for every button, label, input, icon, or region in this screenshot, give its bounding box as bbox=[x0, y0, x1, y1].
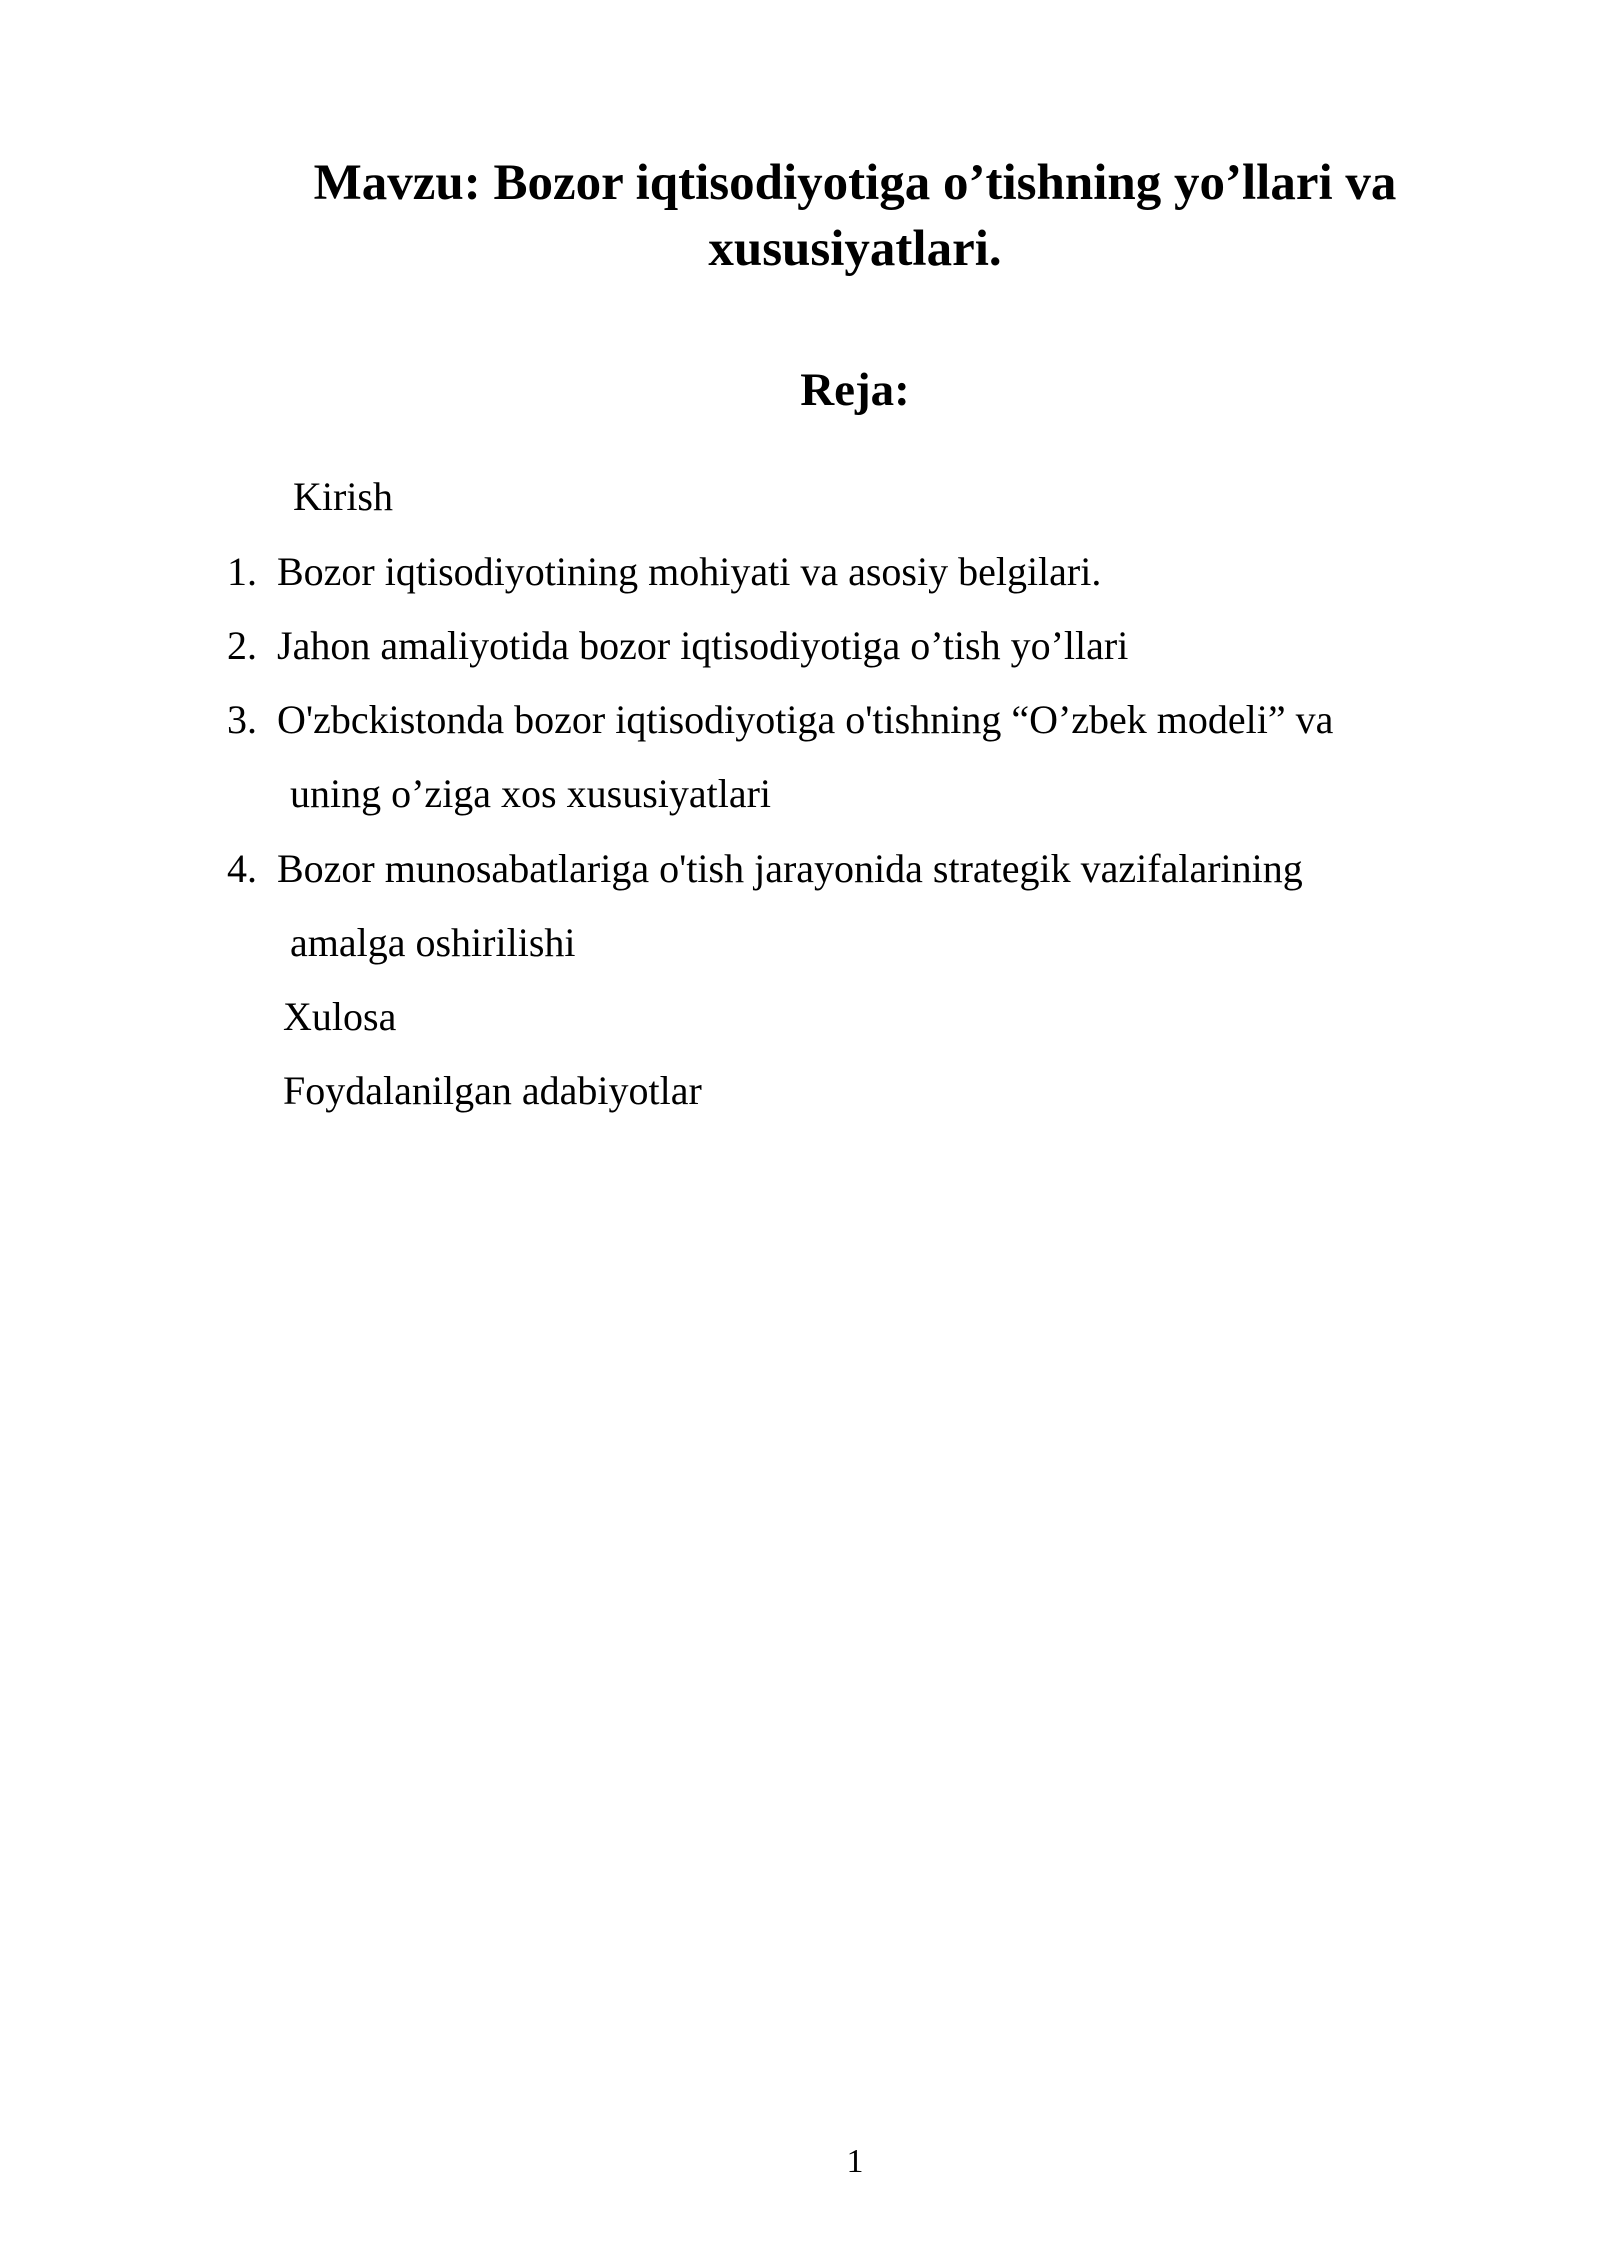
plan-item-text: O'zbckistonda bozor iqtisodiyotiga o'tishning “O’zbek modeli” va bbox=[277, 697, 1334, 742]
plan-item-text: Bozor munosabatlariga o'tish jarayonida strategik vazifalarining bbox=[277, 846, 1303, 891]
plan-item-number: 2. bbox=[227, 623, 257, 668]
plan-item-text: Bozor iqtisodiyotining mohiyati va asosiy belgilari. bbox=[277, 549, 1102, 594]
title-line-2: xususiyatlari. bbox=[708, 221, 1002, 277]
plan-heading: Reja: bbox=[800, 364, 910, 416]
plan-item-conclusion: Xulosa bbox=[283, 994, 397, 1039]
title-line-1: Mavzu: Bozor iqtisodiyotiga o’tishning yo’llari va bbox=[313, 155, 1397, 211]
plan-item-number: 4. bbox=[227, 846, 257, 891]
plan-item-intro: Kirish bbox=[293, 474, 393, 519]
plan-item-continuation: amalga oshirilishi bbox=[290, 920, 576, 965]
plan-item-number: 3. bbox=[227, 697, 257, 742]
plan-item-continuation: uning o’ziga xos xususiyatlari bbox=[290, 771, 772, 816]
page-number: 1 bbox=[846, 2143, 864, 2180]
plan-item-references: Foydalanilgan adabiyotlar bbox=[283, 1068, 702, 1113]
plan-item-text: Jahon amaliyotida bozor iqtisodiyotiga o’tish yo’llari bbox=[277, 623, 1129, 668]
document-title bbox=[200, 150, 1510, 282]
plan-item-number: 1. bbox=[227, 549, 257, 594]
